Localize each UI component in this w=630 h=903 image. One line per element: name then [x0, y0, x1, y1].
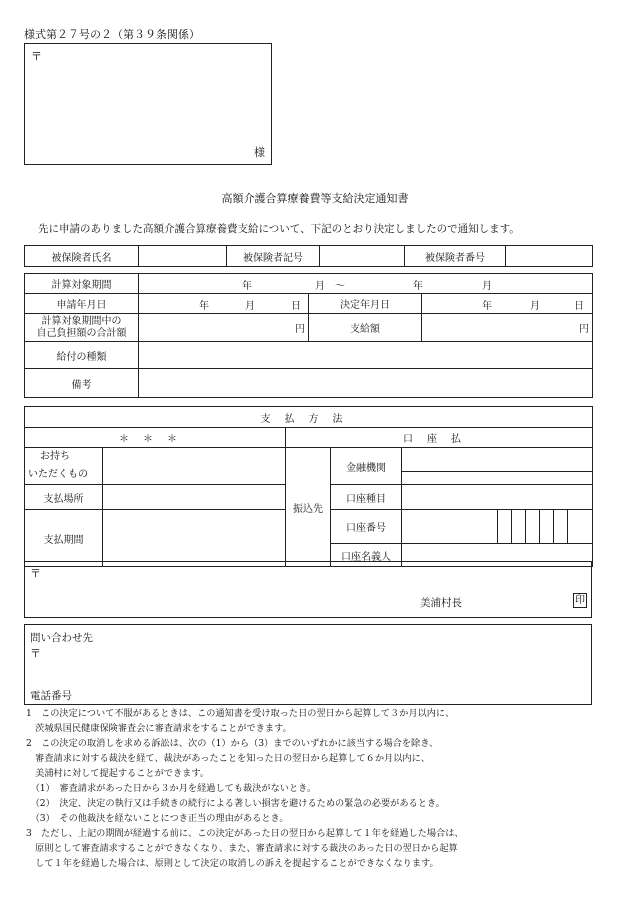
insured-name-value	[139, 246, 227, 267]
pay-period-label: 支払期間	[25, 510, 103, 567]
cash-header-text: ＊＊＊	[119, 434, 191, 445]
address-box	[24, 43, 272, 165]
self-pay-label-line2: 自己負担額の合計額	[36, 327, 127, 339]
apply-month: 月	[245, 301, 255, 312]
self-pay-value	[139, 314, 309, 342]
bank-label: 金融機関	[331, 448, 402, 485]
amount-yen: 円	[579, 324, 590, 335]
account-header	[286, 428, 593, 448]
account-digit-5	[554, 510, 568, 544]
apply-date-label: 申請年月日	[25, 294, 139, 314]
place-label: 支払場所	[25, 485, 103, 510]
payment-header-text: 支払方法	[260, 413, 357, 425]
account-type-value	[402, 485, 593, 510]
decision-date-value	[422, 294, 593, 314]
bank-value-1	[402, 448, 593, 472]
account-number-label: 口座番号	[331, 510, 402, 544]
period-end-month: 月	[482, 281, 492, 292]
insured-symbol-value	[320, 246, 405, 267]
decision-date-label: 決定年月日	[309, 294, 422, 314]
period-tilde: ～	[335, 281, 345, 292]
note-line: 原則として審査請求することができなくなり、また、審査請求に対する裁決のあった日の翌日から起算	[26, 843, 458, 854]
self-pay-label-line1: 計算対象期間中の	[41, 315, 122, 327]
apply-date-value	[139, 294, 309, 314]
note-line: （3） その他裁決を経ないことにつき正当の理由があるとき。	[26, 813, 289, 824]
account-digit-6	[568, 510, 593, 544]
bank-value-2	[402, 472, 593, 485]
remarks-label: 備考	[25, 369, 139, 398]
note-line: 美浦村に対して提起することができます。	[26, 768, 210, 779]
insured-number-label: 被保険者番号	[405, 246, 506, 267]
insured-number-value	[506, 246, 593, 267]
account-header-text: 口座払	[403, 434, 476, 445]
period-end-year: 年	[413, 281, 423, 292]
place-value	[103, 485, 286, 510]
period-value	[139, 274, 593, 294]
payment-header	[25, 407, 593, 428]
issuer-postal-mark: 〒	[30, 567, 41, 580]
apply-day: 日	[291, 301, 301, 312]
intro-text: 先に申請のありました高額介護合算療養費支給について、下記のとおり決定しましたので通知します。	[38, 223, 520, 235]
transfer-label: 振込先	[286, 448, 331, 567]
account-digit-2	[512, 510, 526, 544]
insured-symbol-label: 被保険者記号	[227, 246, 320, 267]
note-line: 審査請求に対する裁決を経て、裁決があったことを知った日の翌日から起算して６か月以内に、	[26, 753, 430, 764]
contact-box	[24, 624, 592, 705]
seal-mark: 印	[575, 595, 585, 606]
decision-year: 年	[482, 301, 492, 312]
issuer-box	[24, 561, 592, 618]
cash-header	[25, 428, 286, 448]
remarks-value	[139, 369, 593, 398]
details-table	[24, 273, 593, 398]
period-start-month: 月	[315, 281, 325, 292]
note-line: 1 この決定について不服があるときは、この通知書を受け取った日の翌日から起算して３か月以内に、	[26, 708, 455, 719]
decision-day: 日	[574, 301, 584, 312]
insured-name-label: 被保険者氏名	[25, 246, 139, 267]
note-line: 2 この決定の取消しを求める訴訟は、次の（1）から（3）までのいずれかに該当する場合を除き、	[26, 738, 439, 749]
account-digit-3	[526, 510, 540, 544]
note-line: （1） 審査請求があった日から３か月を経過しても裁決がないとき。	[26, 783, 317, 794]
decision-month: 月	[530, 301, 540, 312]
bring-value	[103, 448, 286, 485]
issuer-name: 美浦村長	[420, 597, 462, 609]
period-label: 計算対象期間	[25, 274, 139, 294]
benefit-type-label: 給付の種類	[25, 342, 139, 369]
payment-table	[24, 406, 593, 567]
amount-value	[422, 314, 593, 342]
account-digit-1	[498, 510, 512, 544]
note-line: して１年を経過した場合は、原則として決定の取消しの訴えを提起することができなくなります。	[26, 858, 439, 869]
self-pay-label	[25, 314, 139, 342]
apply-year: 年	[199, 301, 209, 312]
contact-label: 問い合わせ先	[30, 632, 93, 644]
postal-mark: 〒	[31, 50, 42, 63]
account-digit-4	[540, 510, 554, 544]
period-start-year: 年	[242, 281, 252, 292]
bring-label-line1: お持ち	[40, 451, 70, 462]
account-number-value	[402, 510, 498, 544]
note-line: 3 ただし、上記の期間が経過する前に、この決定があった日の翌日から起算して１年を経過した場合は、	[26, 828, 464, 839]
pay-period-value	[103, 510, 286, 567]
contact-postal-mark: 〒	[30, 647, 41, 660]
self-pay-yen: 円	[295, 324, 305, 335]
phone-label: 電話番号	[30, 690, 72, 702]
note-line: 茨城県国民健康保険審査会に審査請求をすることができます。	[26, 723, 292, 734]
amount-label: 支給額	[309, 314, 422, 342]
bring-label	[25, 448, 103, 485]
note-line: （2） 決定、決定の執行又は手続きの続行による著しい損害を避けるための緊急の必要があるとき。	[26, 798, 445, 809]
form-number: 様式第２７号の２（第３９条関係）	[24, 28, 200, 41]
benefit-type-value	[139, 342, 593, 369]
bring-label-line2: いただくもの	[28, 469, 88, 480]
honorific: 様	[254, 146, 265, 159]
account-type-label: 口座種目	[331, 485, 402, 510]
page-title: 高額介護合算療養費等支給決定通知書	[221, 192, 409, 205]
insured-table	[24, 245, 593, 267]
account-holder-label: 口座名義人	[331, 544, 402, 567]
